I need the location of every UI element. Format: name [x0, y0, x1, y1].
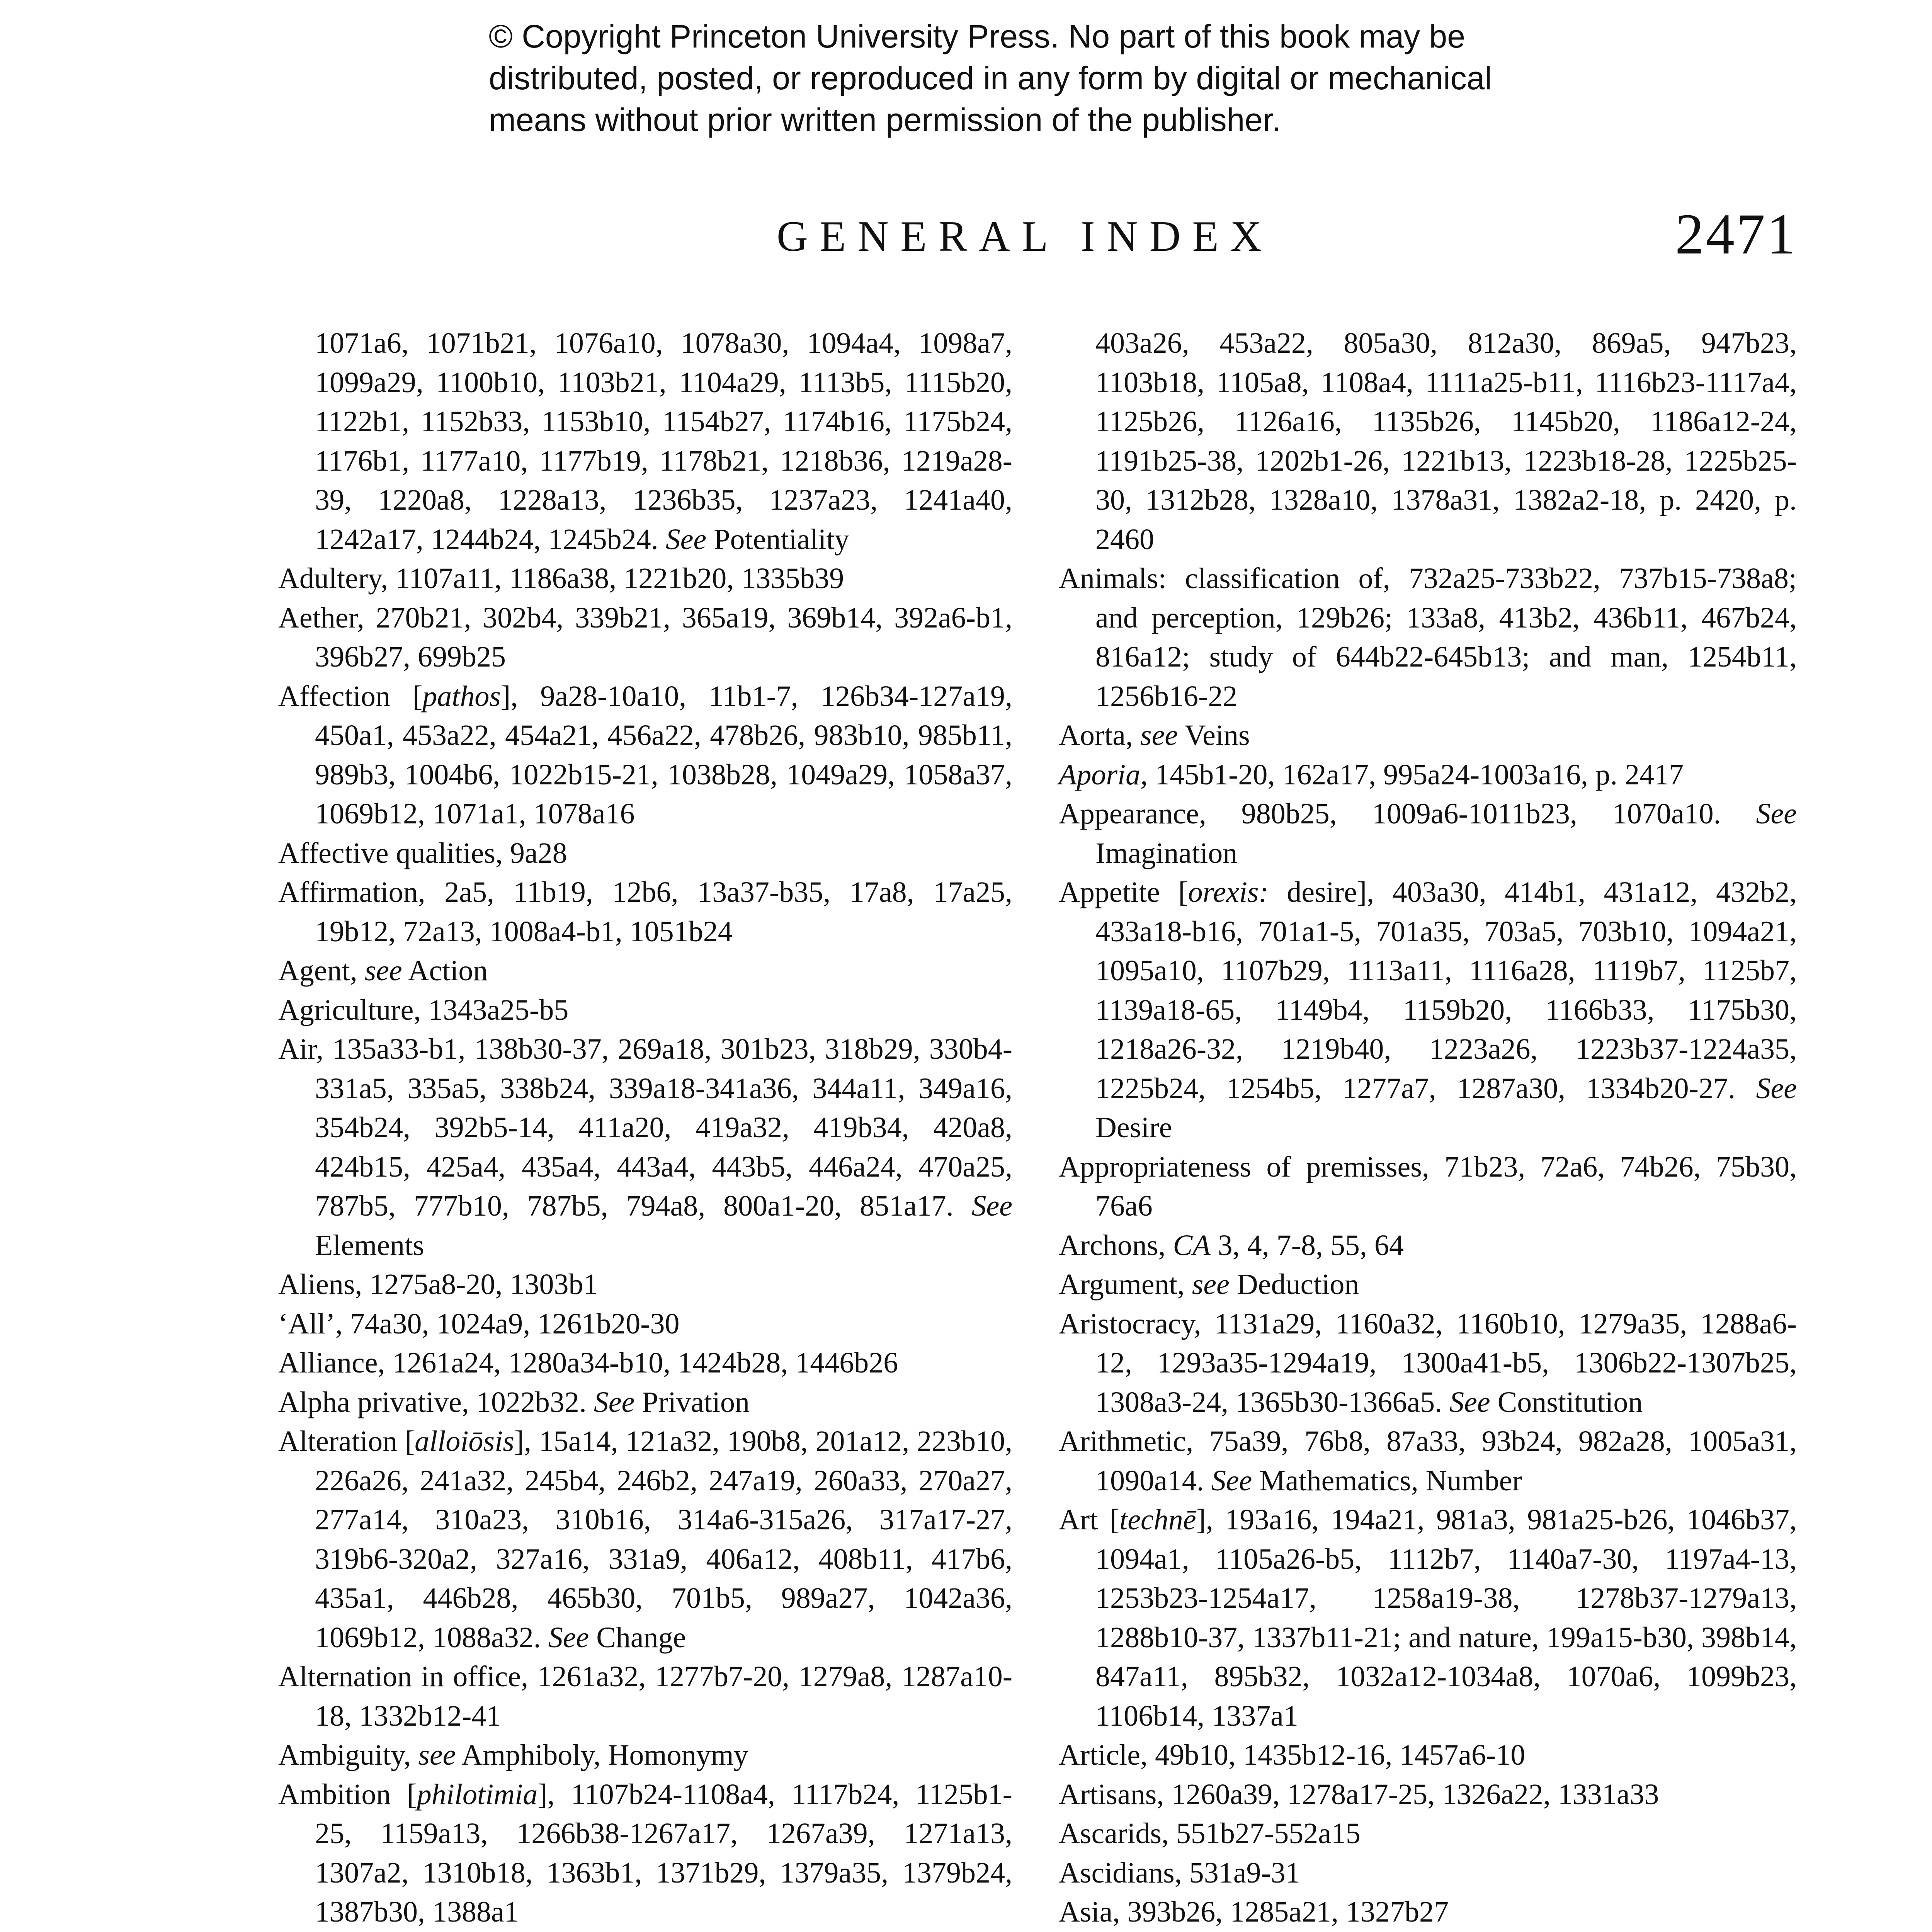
copyright-line: © Copyright Princeton University Press. No part of this book may be: [489, 18, 1465, 54]
index-entry: Artisans, 1260a39, 1278a17-25, 1326a22, 1331a33: [1059, 1778, 1659, 1811]
index-entry: Asia, 393b26, 1285a21, 1327b27: [1059, 1896, 1449, 1928]
index-entry: Aliens, 1275a8-20, 1303b1: [278, 1268, 598, 1301]
index-entry: 1071a6, 1071b21, 1076a10, 1078a30, 1094a4, 1098a7, 1099a29, 1100b10, 1103b21, 1104a29, 1113b5, 1115b20, 1122b1, 1152b33, 1153b10, 1154b27, 1174b16, 1175b24, 1176b1, 1177a10, 1177b19, 1178b21, 1218b36, 1219a28-39, 1220a8, 1228a13, 1236b35, 1237a23, 1241a40, 1242a17, 1244b24, 1245b24. See Potentiality: [315, 327, 1012, 556]
index-entry: Adultery, 1107a11, 1186a38, 1221b20, 1335b39: [278, 562, 844, 595]
page-number: 2471: [1675, 202, 1797, 266]
index-entry: Ascarids, 551b27-552a15: [1059, 1817, 1361, 1850]
index-column-right: [1059, 324, 1797, 1932]
index-entry: Ambiguity, see Amphiboly, Homonymy: [278, 1739, 748, 1771]
index-entry: Animals: classification of, 732a25-733b22, 737b15-738a8; and perception, 129b26; 133a8, 413b2, 436b11, 467b24, 816a12; study of 644b22-645b13; and man, 1254b11, 1256b16-22: [1059, 562, 1797, 713]
index-entry: Art [technē], 193a16, 194a21, 981a3, 981a25-b26, 1046b37, 1094a1, 1105a26-b5, 1112b7, 1140a7-30, 1197a4-13, 1253b23-1254a17, 1258a19-38, 1278b37-1279a13, 1288b10-37, 1337b11-21; and nature, 199a15-b30, 398b14, 847a11, 895b32, 1032a12-1034a8, 1070a6, 1099b23, 1106b14, 1337a1: [1059, 1503, 1797, 1732]
index-entry: Aporia, 145b1-20, 162a17, 995a24-1003a16, p. 2417: [1059, 758, 1684, 791]
index-entry: Affective qualities, 9a28: [278, 837, 567, 869]
index-entry: Appetite [orexis: desire], 403a30, 414b1, 431a12, 432b2, 433a18-b16, 701a1-5, 701a35, 703a5, 703b10, 1094a21, 1095a10, 1107b29, 1113a11, 1116a28, 1119b7, 1125b7, 1139a18-65, 1149b4, 1159b20, 1166b33, 1175b30, 1218a26-32, 1219b40, 1223a26, 1223b37-1224a35, 1225b24, 1254b5, 1277a7, 1287a30, 1334b20-27. See Desire: [1059, 876, 1797, 1144]
index-entry: Agent, see Action: [278, 954, 488, 987]
copyright-line: distributed, posted, or reproduced in any form by digital or mechanical: [489, 60, 1492, 96]
index-entry: Aristocracy, 1131a29, 1160a32, 1160b10, 1279a35, 1288a6-12, 1293a35-1294a19, 1300a41-b5, 1306b22-1307b25, 1308a3-24, 1365b30-1366a5. See Constitution: [1059, 1307, 1797, 1418]
index-entry: Affirmation, 2a5, 11b19, 12b6, 13a37-b35, 17a8, 17a25, 19b12, 72a13, 1008a4-b1, 1051b24: [278, 876, 1012, 948]
index-column-left: [278, 324, 1012, 1932]
index-entry: Article, 49b10, 1435b12-16, 1457a6-10: [1059, 1739, 1526, 1771]
copyright-notice: [489, 15, 1841, 141]
index-entry: Aether, 270b21, 302b4, 339b21, 365a19, 369b14, 392a6-b1, 396b27, 699b25: [278, 601, 1012, 673]
index-entry: Alpha privative, 1022b32. See Privation: [278, 1386, 750, 1418]
index-entry: Agriculture, 1343a25-b5: [278, 993, 569, 1026]
index-entry: Argument, see Deduction: [1059, 1268, 1359, 1301]
index-entry: Alteration [alloiōsis], 15a14, 121a32, 190b8, 201a12, 223b10, 226a26, 241a32, 245b4, 246b2, 247a19, 260a33, 270a27, 277a14, 310a23, 310b16, 314a6-315a26, 317a17-27, 319b6-320a2, 327a16, 331a9, 406a12, 408b11, 417b6, 435a1, 446b28, 465b30, 701b5, 989a27, 1042a36, 1069b12, 1088a32. See Change: [278, 1425, 1012, 1654]
index-entry: Ascidians, 531a9-31: [1059, 1856, 1300, 1889]
index-entry: 403a26, 453a22, 805a30, 812a30, 869a5, 947b23, 1103b18, 1105a8, 1108a4, 1111a25-b11, 1116b23-1117a4, 1125b26, 1126a16, 1135b26, 1145b20, 1186a12-24, 1191b25-38, 1202b1-26, 1221b13, 1223b18-28, 1225b25-30, 1312b28, 1328a10, 1378a31, 1382a2-18, p. 2420, p. 2460: [1095, 327, 1797, 556]
index-entry: Archons, CA 3, 4, 7-8, 55, 64: [1059, 1229, 1404, 1262]
index-entry: Ambition [philotimia], 1107b24-1108a4, 1117b24, 1125b1-25, 1159a13, 1266b38-1267a17, 1267a39, 1271a13, 1307a2, 1310b18, 1363b1, 1371b29, 1379a35, 1379b24, 1387b30, 1388a1: [278, 1778, 1012, 1928]
index-entry: Alternation in office, 1261a32, 1277b7-20, 1279a8, 1287a10-18, 1332b12-41: [278, 1660, 1012, 1732]
copyright-line: means without prior written permission of the publisher.: [489, 102, 1281, 138]
index-entry: Affection [pathos], 9a28-10a10, 11b1-7, 126b34-127a19, 450a1, 453a22, 454a21, 456a22, 478b26, 983b10, 985b11, 989b3, 1004b6, 1022b15-21, 1038b28, 1049a29, 1058a37, 1069b12, 1071a1, 1078a16: [278, 680, 1012, 830]
index-entry: Arithmetic, 75a39, 76b8, 87a33, 93b24, 982a28, 1005a31, 1090a14. See Mathematics, Number: [1059, 1425, 1797, 1497]
index-entry: Air, 135a33-b1, 138b30-37, 269a18, 301b23, 318b29, 330b4-331a5, 335a5, 338b24, 339a18-341a36, 344a11, 349a16, 354b24, 392b5-14, 411a20, 419a32, 419b34, 420a8, 424b15, 425a4, 435a4, 443a4, 443b5, 446a24, 470a25, 787b5, 777b10, 787b5, 794a8, 800a1-20, 851a17. See Elements: [278, 1033, 1012, 1262]
index-entry: Appearance, 980b25, 1009a6-1011b23, 1070a10. See Imagination: [1059, 798, 1797, 869]
index-entry: Aorta, see Veins: [1059, 719, 1250, 752]
index-entry: Alliance, 1261a24, 1280a34-b10, 1424b28, 1446b26: [278, 1347, 898, 1379]
index-entry: Appropriateness of premisses, 71b23, 72a6, 74b26, 75b30, 76a6: [1059, 1150, 1797, 1222]
index-entry: ‘All’, 74a30, 1024a9, 1261b20-30: [278, 1307, 680, 1340]
running-head: GENERAL INDEX: [777, 213, 1273, 260]
